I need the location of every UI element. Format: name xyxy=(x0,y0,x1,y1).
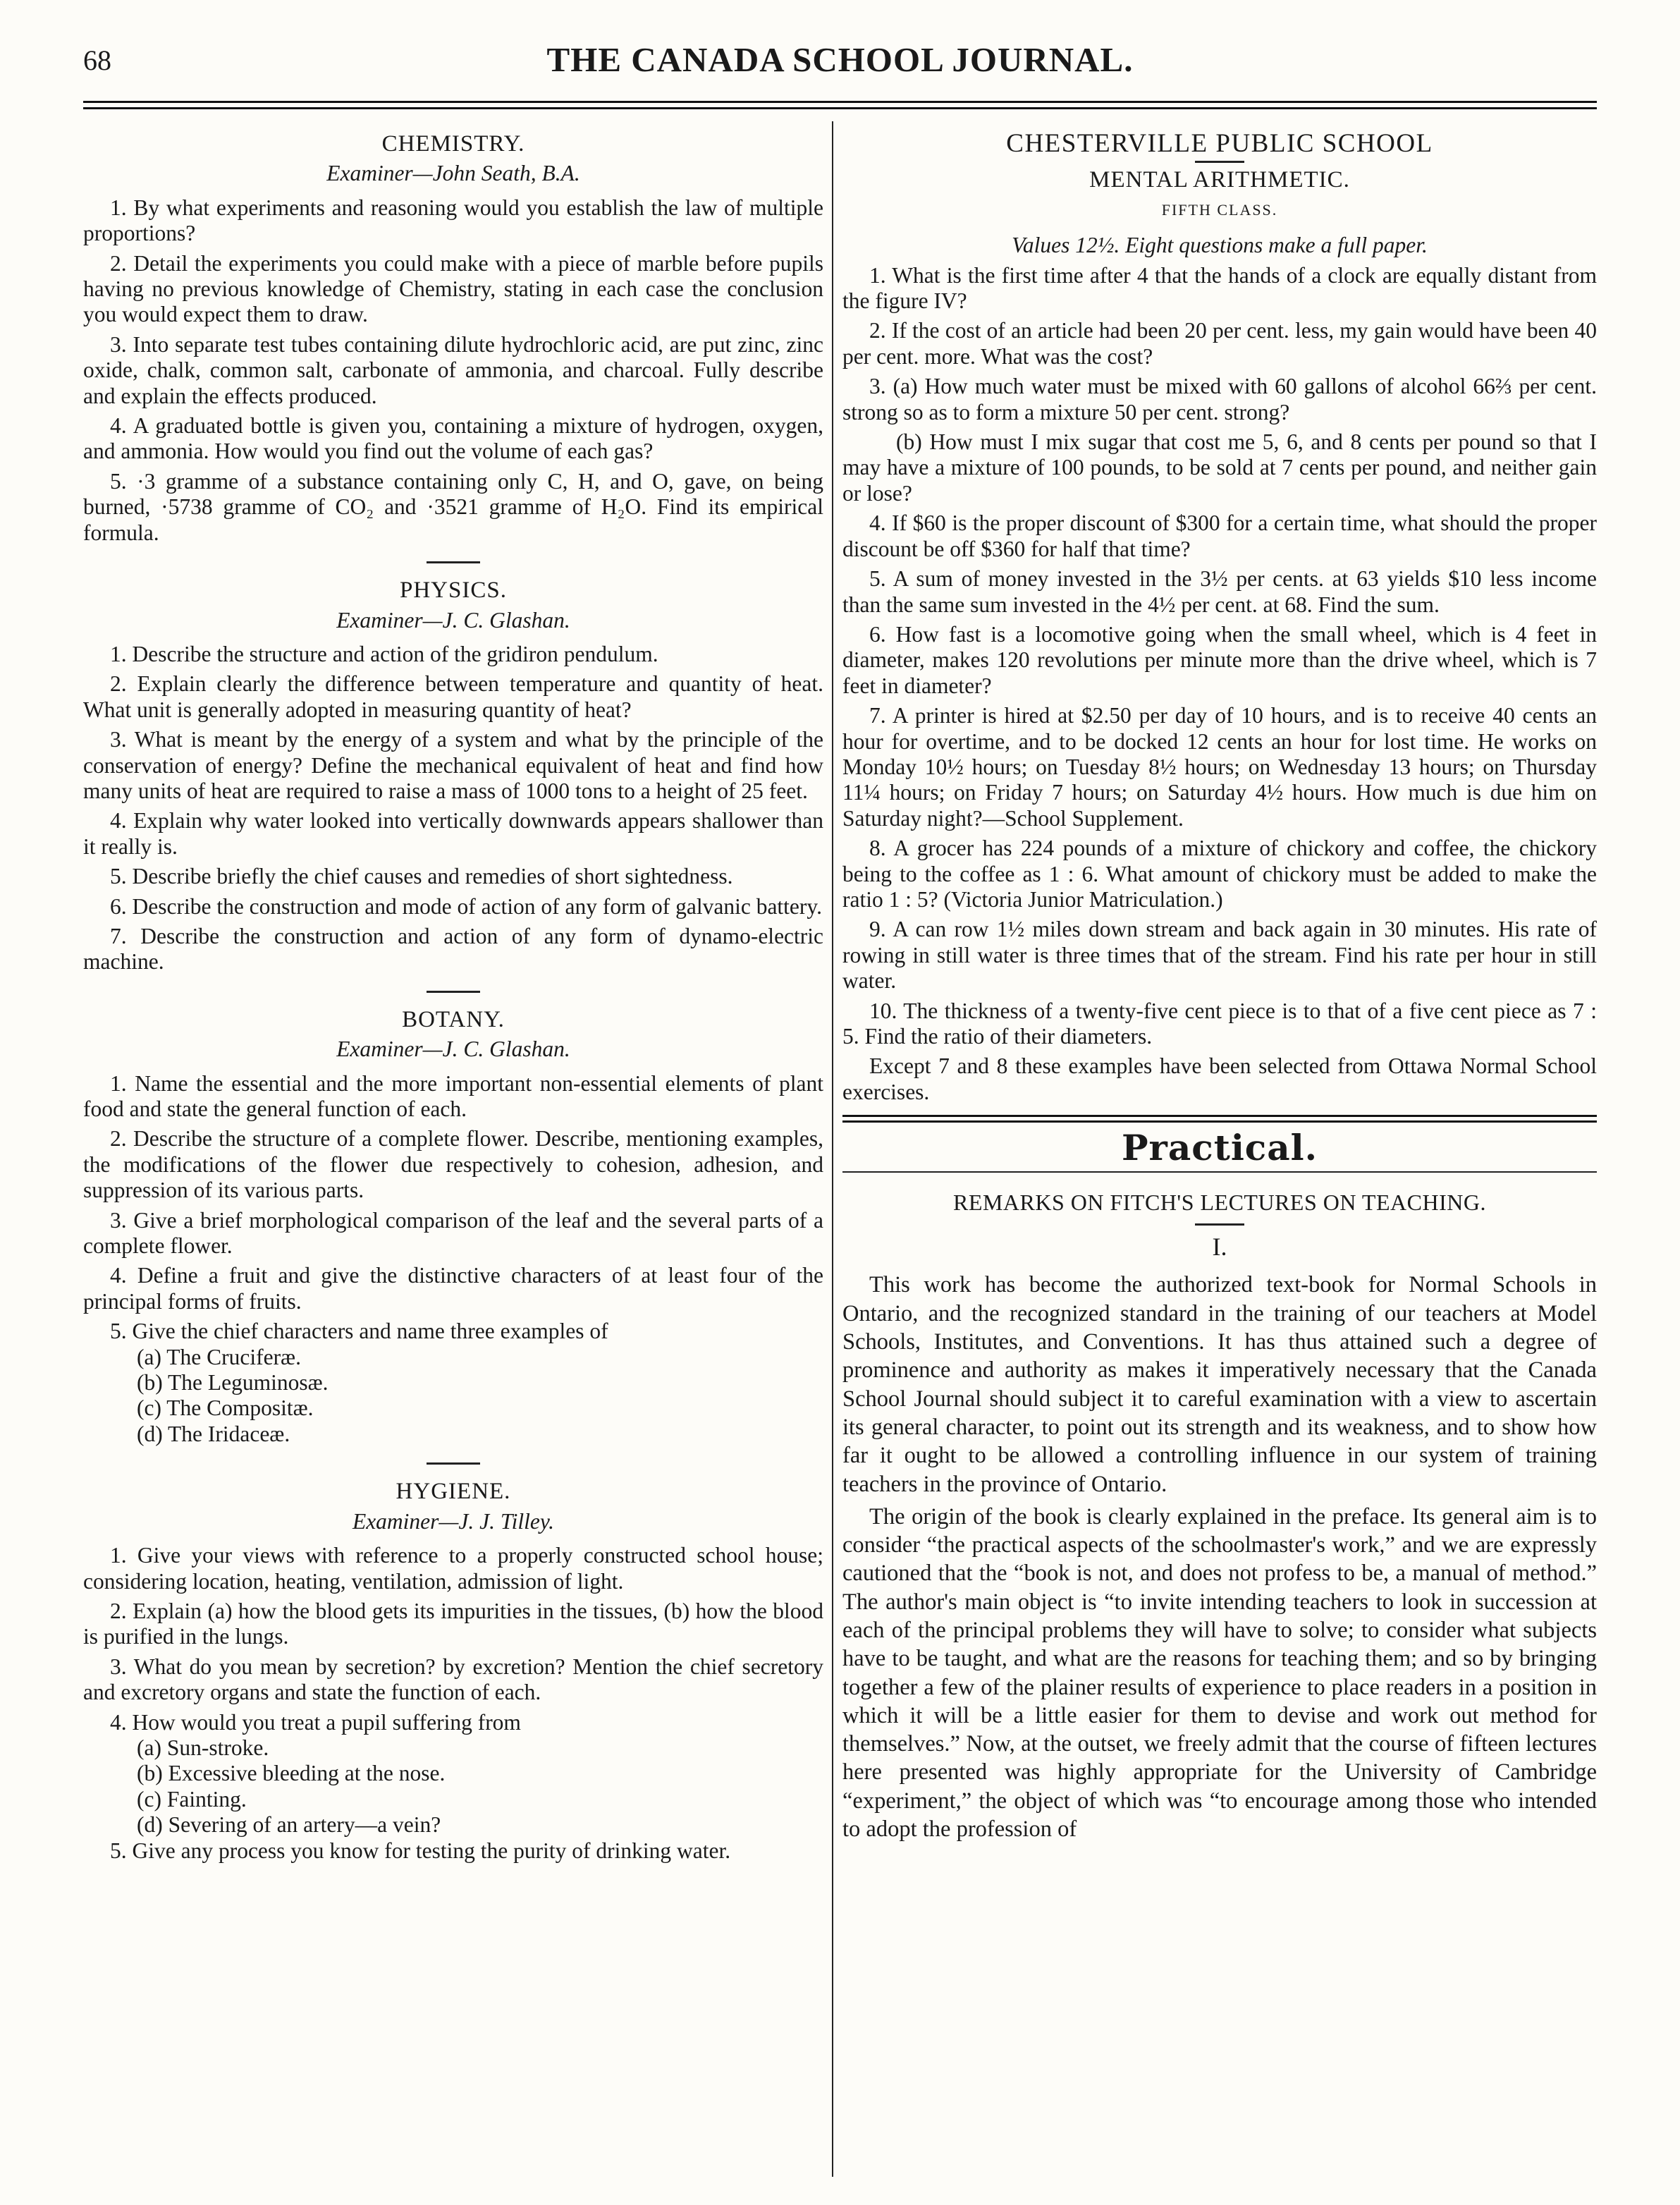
physics-q1: 1. Describe the structure and action of the gridiron pendulum. xyxy=(110,641,658,666)
article-body xyxy=(842,1271,1597,1843)
chemistry-examiner: Examiner—John Seath, B.A. xyxy=(326,161,580,186)
arith-note: Except 7 and 8 these examples have been selected from Ottawa Normal School exercises. xyxy=(842,1053,1597,1104)
physics-q3: 3. What is meant by the energy of a system and what by the principle of the conservation of energy? Define the mechanical equivalent of heat and find how many units of heat are required to raise a mass of 1000 tons to a height of 25 feet. xyxy=(83,727,823,803)
arith-q10: 10. The thickness of a twenty-five cent piece is to that of a five cent piece as 7 : 5. Find the ratio of their diameters. xyxy=(842,998,1597,1049)
botany-sub-c: (c) The Compositæ. xyxy=(137,1395,314,1421)
right-column xyxy=(842,121,1597,2177)
botany-q2: 2. Describe the structure of a complete flower. Describe, mentioning examples, the modifications of the flower due respectively to cohesion, adhesion, and suppression of its various parts. xyxy=(83,1126,823,1203)
page-header xyxy=(83,0,1597,95)
botany-q5: 5. Give the chief characters and name three examples of xyxy=(110,1319,608,1344)
arith-q3a: 3. (a) How much water must be mixed with 60 gallons of alcohol 66⅔ per cent. strong so as to form a mixture 50 per cent. strong? xyxy=(842,374,1597,424)
arith-q7: 7. A printer is hired at $2.50 per day of 10 hours, and is to receive 40 cents an hour for overtime, and to be docked 12 cents an hour for lost time. He works on Monday 10½ hours; on Tuesday 8½ hours; on Wednesday 13 hours; on Thursday 11¼ hours; on Friday 7 hours; on Saturday 4½ hours. How much is due him on Saturday night?—School Supplement. xyxy=(842,703,1597,831)
section-rule-lower xyxy=(842,1120,1597,1123)
heading-separator xyxy=(1195,161,1244,163)
arith-q3b: (b) How must I mix sugar that cost me 5, 6, and 8 cents per pound so that I may have a mixture of 100 pounds, to be sold at 7 cents per pound, and neither gain or lose? xyxy=(842,429,1597,506)
arith-q5: 5. A sum of money invested in the 3½ per cents. at 63 yields $10 less income than the same sum invested in the 4½ per cent. at 68. Find the sum. xyxy=(842,566,1597,617)
arith-q9: 9. A can row 1½ miles down stream and back again in 30 minutes. His rate of rowing in still water is three times that of the stream. Find his rate per hour in still water. xyxy=(842,917,1597,994)
physics-q4: 4. Explain why water looked into vertically downwards appears shallower than it really is. xyxy=(83,808,823,859)
header-rule xyxy=(83,101,1597,103)
hygiene-examiner: Examiner—J. J. Tilley. xyxy=(352,1508,555,1534)
values-line: Values 12½. Eight questions make a full paper. xyxy=(1012,233,1428,258)
section-separator xyxy=(427,991,480,993)
article-paragraph-2: The origin of the book is clearly explained in the preface. Its general aim is to consider “the practical aspects of the schoolmaster's work,” and we are expressly cautioned that the “book is not, and does not profess to be, a manual of method.” The author's main object is “to invite intending teachers to look in succession at each of the principal problems they will have to solve; to consider what subjects have to be taught, and what are the reasons for teaching them; and so by bringing together a few of the plainer results of experience to place readers in a position in which it will be a little easier for them to devise and work out method for themselves.” Now, at the outset, we freely admit that the course of fifteen lectures here presented was highly appropriate for the University of Cambridge “experiment,” the object of which was “to encourage among those who intended to adopt the profession of xyxy=(842,1503,1597,1843)
header-rule-lower xyxy=(83,107,1597,109)
hygiene-sub-c: (c) Fainting. xyxy=(137,1786,247,1812)
hygiene-q4: 4. How would you treat a pupil suffering from xyxy=(110,1709,521,1735)
journal-title: THE CANADA SCHOOL JOURNAL. xyxy=(546,40,1134,79)
physics-q6: 6. Describe the construction and mode of action of any form of galvanic battery. xyxy=(110,893,822,919)
chemistry-q5: 5. ·3 gramme of a substance containing only C, H, and O, gave, on being burned, ·5738 gramme of CO₂ and ·3521 gramme of H₂O. Find its empirical formula. xyxy=(83,468,823,545)
arith-q4: 4. If $60 is the proper discount of $300 for a certain time, what should the proper discount be off $360 for half that time? xyxy=(842,511,1597,561)
hygiene-sub-b: (b) Excessive bleeding at the nose. xyxy=(137,1761,446,1786)
chemistry-heading: CHEMISTRY. xyxy=(381,131,525,157)
page-number: 68 xyxy=(83,44,111,76)
column-divider xyxy=(832,121,833,2177)
botany-sub-d: (d) The Iridaceæ. xyxy=(137,1421,290,1446)
hygiene-q1: 1. Give your views with reference to a properly constructed school house; considering location, heating, ventilation, admission of light. xyxy=(83,1543,823,1594)
physics-q5: 5. Describe briefly the chief causes and remedies of short sightedness. xyxy=(110,864,733,889)
subject-heading: MENTAL ARITHMETIC. xyxy=(1089,167,1350,193)
section-separator xyxy=(427,561,480,563)
physics-examiner: Examiner—J. C. Glashan. xyxy=(336,607,570,633)
hygiene-q2: 2. Explain (a) how the blood gets its impurities in the tissues, (b) how the blood is purified in the lungs. xyxy=(83,1598,823,1649)
botany-q3: 3. Give a brief morphological comparison of the leaf and the several parts of a complete flower. xyxy=(83,1207,823,1259)
hygiene-heading: HYGIENE. xyxy=(396,1479,511,1505)
left-column xyxy=(83,121,823,2177)
practical-heading: Practical. xyxy=(1121,1127,1318,1169)
physics-heading: PHYSICS. xyxy=(400,578,507,604)
botany-q1: 1. Name the essential and the more important non-essential elements of plant food and state the general function of each. xyxy=(83,1070,823,1121)
class-line: FIFTH CLASS. xyxy=(1161,200,1278,219)
section-rule xyxy=(842,1115,1597,1117)
botany-q4: 4. Define a fruit and give the distinctive characters of at least four of the principal forms of fruits. xyxy=(83,1263,823,1314)
hygiene-q5: 5. Give any process you know for testing the purity of drinking water. xyxy=(110,1838,731,1863)
article-paragraph-1: This work has become the authorized text-book for Normal Schools in Ontario, and the recognized standard in the training of our teachers at Model Schools, Institutes, and Conventions. It has thus attained such a degree of prominence and authority as makes it imperatively necessary that the Canada School Journal should subject it to careful examination with a view to ascertain its general character, to point out its strength and its weakness, and to show how far it ought to be allowed a controlling influence in our system of training teachers in the province of Ontario. xyxy=(842,1272,1597,1497)
title-separator xyxy=(1195,1223,1244,1226)
practical-rule xyxy=(842,1171,1597,1173)
botany-sub-b: (b) The Leguminosæ. xyxy=(137,1370,329,1395)
chemistry-q2: 2. Detail the experiments you could make with a piece of marble before pupils having no previous knowledge of Chemistry, stating in each case the conclusion you would expect them to draw. xyxy=(83,250,823,327)
article-title: REMARKS ON FITCH'S LECTURES ON TEACHING. xyxy=(953,1189,1486,1215)
arith-q1: 1. What is the first time after 4 that the hands of a clock are equally distant from the figure IV? xyxy=(842,262,1597,314)
hygiene-sub-a: (a) Sun-stroke. xyxy=(137,1735,269,1760)
chemistry-q1: 1. By what experiments and reasoning would you establish the law of multiple proportions? xyxy=(83,195,823,246)
chemistry-q4: 4. A graduated bottle is given you, containing a mixture of hydrogen, oxygen, and ammonia. How would you find out the volume of each gas? xyxy=(83,413,823,464)
hygiene-sub-d: (d) Severing of an artery—a vein? xyxy=(137,1812,441,1838)
physics-q7: 7. Describe the construction and action of any form of dynamo-electric machine. xyxy=(83,923,823,975)
physics-q2: 2. Explain clearly the difference between temperature and quantity of heat. What unit is generally adopted in measuring quantity of heat? xyxy=(83,671,823,722)
section-separator xyxy=(427,1462,480,1465)
arith-q2: 2. If the cost of an article had been 20 per cent. less, my gain would have been 40 per cent. more. What was the cost? xyxy=(842,318,1597,369)
arith-q8: 8. A grocer has 224 pounds of a mixture of chickory and coffee, the chickory being to the coffee as 1 : 6. What amount of chickory must be added to make the ratio 1 : 5? (Victoria Junior Matriculation.) xyxy=(842,836,1597,912)
botany-heading: BOTANY. xyxy=(402,1006,505,1032)
hygiene-q3: 3. What do you mean by secretion? by excretion? Mention the chief secretory and excretory organs and state the function of each. xyxy=(83,1654,823,1705)
chemistry-q3: 3. Into separate test tubes containing dilute hydrochloric acid, are put zinc, zinc oxide, chalk, common salt, carbonate of ammonia, and charcoal. Fully describe and explain the effects produced. xyxy=(83,331,823,408)
school-heading: CHESTERVILLE PUBLIC SCHOOL xyxy=(1006,129,1433,158)
botany-examiner: Examiner—J. C. Glashan. xyxy=(336,1037,570,1062)
botany-sub-a: (a) The Cruciferæ. xyxy=(137,1344,301,1369)
article-number: I. xyxy=(1212,1233,1227,1262)
columns xyxy=(83,121,1597,2177)
arith-q6: 6. How fast is a locomotive going when the small wheel, which is 4 feet in diameter, makes 120 revolutions per minute more than the drive wheel, which is 7 feet in diameter? xyxy=(842,621,1597,698)
